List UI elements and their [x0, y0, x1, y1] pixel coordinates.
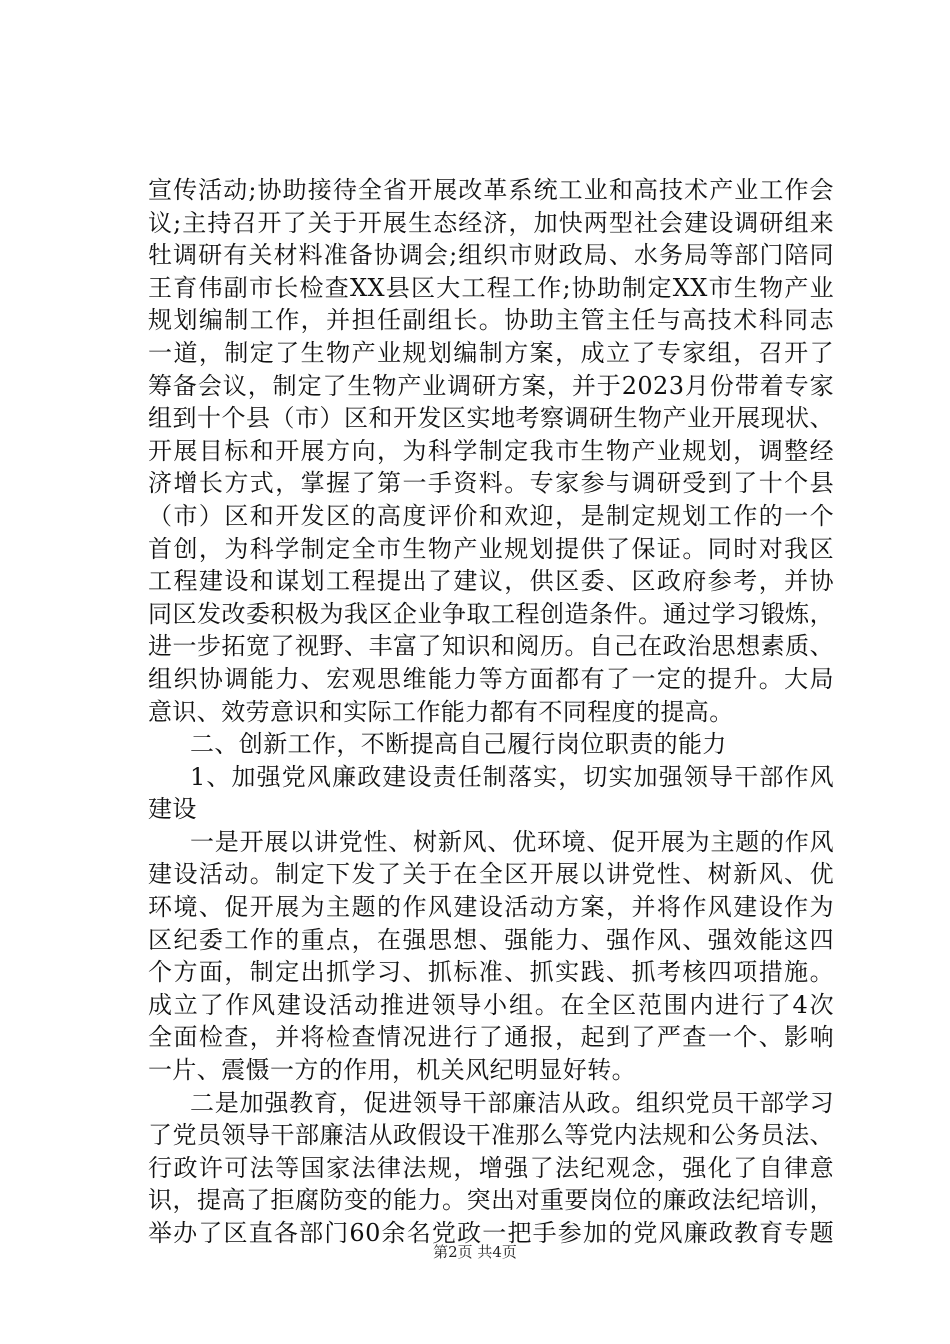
text-line: 一道，制定了生物产业规划编制方案，成立了专家组，召开了 [148, 338, 834, 367]
text-line: 组织协调能力、宏观思维能力等方面都有了一定的提升。大局 [148, 664, 834, 693]
text-line: 济增长方式，掌握了第一手资料。专家参与调研受到了十个县 [148, 469, 834, 498]
section-heading: 二、创新工作，不断提高自己履行岗位职责的能力 [190, 730, 727, 759]
text-line: 环境、促开展为主题的作风建设活动方案，并将作风建设作为 [148, 893, 834, 922]
text-line: 同区发改委积极为我区企业争取工程创造条件。通过学习锻炼， [148, 599, 834, 628]
text-line: 区纪委工作的重点，在强思想、强能力、强作风、强效能这四 [148, 925, 834, 954]
text-line: 宣传活动;协助接待全省开展改革系统工业和高技术产业工作会 [148, 176, 834, 204]
text-line: 牡调研有关材料准备协调会;组织市财政局、水务局等部门陪同 [148, 241, 834, 270]
text-line: 成立了作风建设活动推进领导小组。在全区范围内进行了4次 [148, 990, 834, 1019]
paragraph-start: 二是加强教育，促进领导干部廉洁从政。组织党员干部学习 [190, 1088, 834, 1117]
text-line: 筹备会议，制定了生物产业调研方案，并于2023月份带着专家 [148, 371, 834, 400]
text-line: 个方面，制定出抓学习、抓标准、抓实践、抓考核四项措施。 [148, 958, 834, 987]
document-body [148, 174, 834, 1250]
text-line: 工程建设和谋划工程提出了建议，供区委、区政府参考，并协 [148, 567, 834, 596]
text-line: 识，提高了拒腐防变的能力。突出对重要岗位的廉政法纪培训， [148, 1186, 834, 1215]
paragraph-start: 一是开展以讲党性、树新风、优环境、促开展为主题的作风 [190, 827, 834, 856]
subsection-heading: 1、加强党风廉政建设责任制落实，切实加强领导干部作风 [190, 762, 834, 791]
text-line: 首创，为科学制定全市生物产业规划提供了保证。同时对我区 [148, 534, 834, 563]
text-line: 行政许可法等国家法律法规，增强了法纪观念，强化了自律意 [148, 1153, 834, 1182]
text-line: 议;主持召开了关于开展生态经济，加快两型社会建设调研组来 [148, 208, 834, 237]
page-footer: 第2页 共4页 [433, 1243, 517, 1261]
text-line: 建设活动。制定下发了关于在全区开展以讲党性、树新风、优 [148, 860, 834, 889]
text-line: 王育伟副市长检查XX县区大工程工作;协助制定XX市生物产业 [148, 273, 834, 302]
text-line: 全面检查，并将检查情况进行了通报，起到了严查一个、影响 [148, 1023, 834, 1052]
text-line: 进一步拓宽了视野、丰富了知识和阅历。自己在政治思想素质、 [148, 632, 834, 661]
text-line: 一片、震慑一方的作用，机关风纪明显好转。 [148, 1056, 636, 1085]
subsection-heading-continued: 建设 [148, 795, 197, 824]
text-line: 规划编制工作，并担任副组长。协助主管主任与高技术科同志 [148, 306, 834, 335]
text-line: 了党员领导干部廉洁从政假设干准那么等党内法规和公务员法、 [148, 1121, 834, 1150]
text-line: 组到十个县（市）区和开发区实地考察调研生物产业开展现状、 [148, 404, 834, 433]
text-line: 开展目标和开展方向，为科学制定我市生物产业规划，调整经 [148, 436, 834, 465]
text-line: （市）区和开发区的高度评价和欢迎，是制定规划工作的一个 [148, 501, 834, 530]
text-line: 举办了区直各部门60余名党政一把手参加的党风廉政教育专题 [148, 1219, 834, 1247]
text-line: 意识、效劳意识和实际工作能力都有不同程度的提高。 [148, 697, 734, 726]
